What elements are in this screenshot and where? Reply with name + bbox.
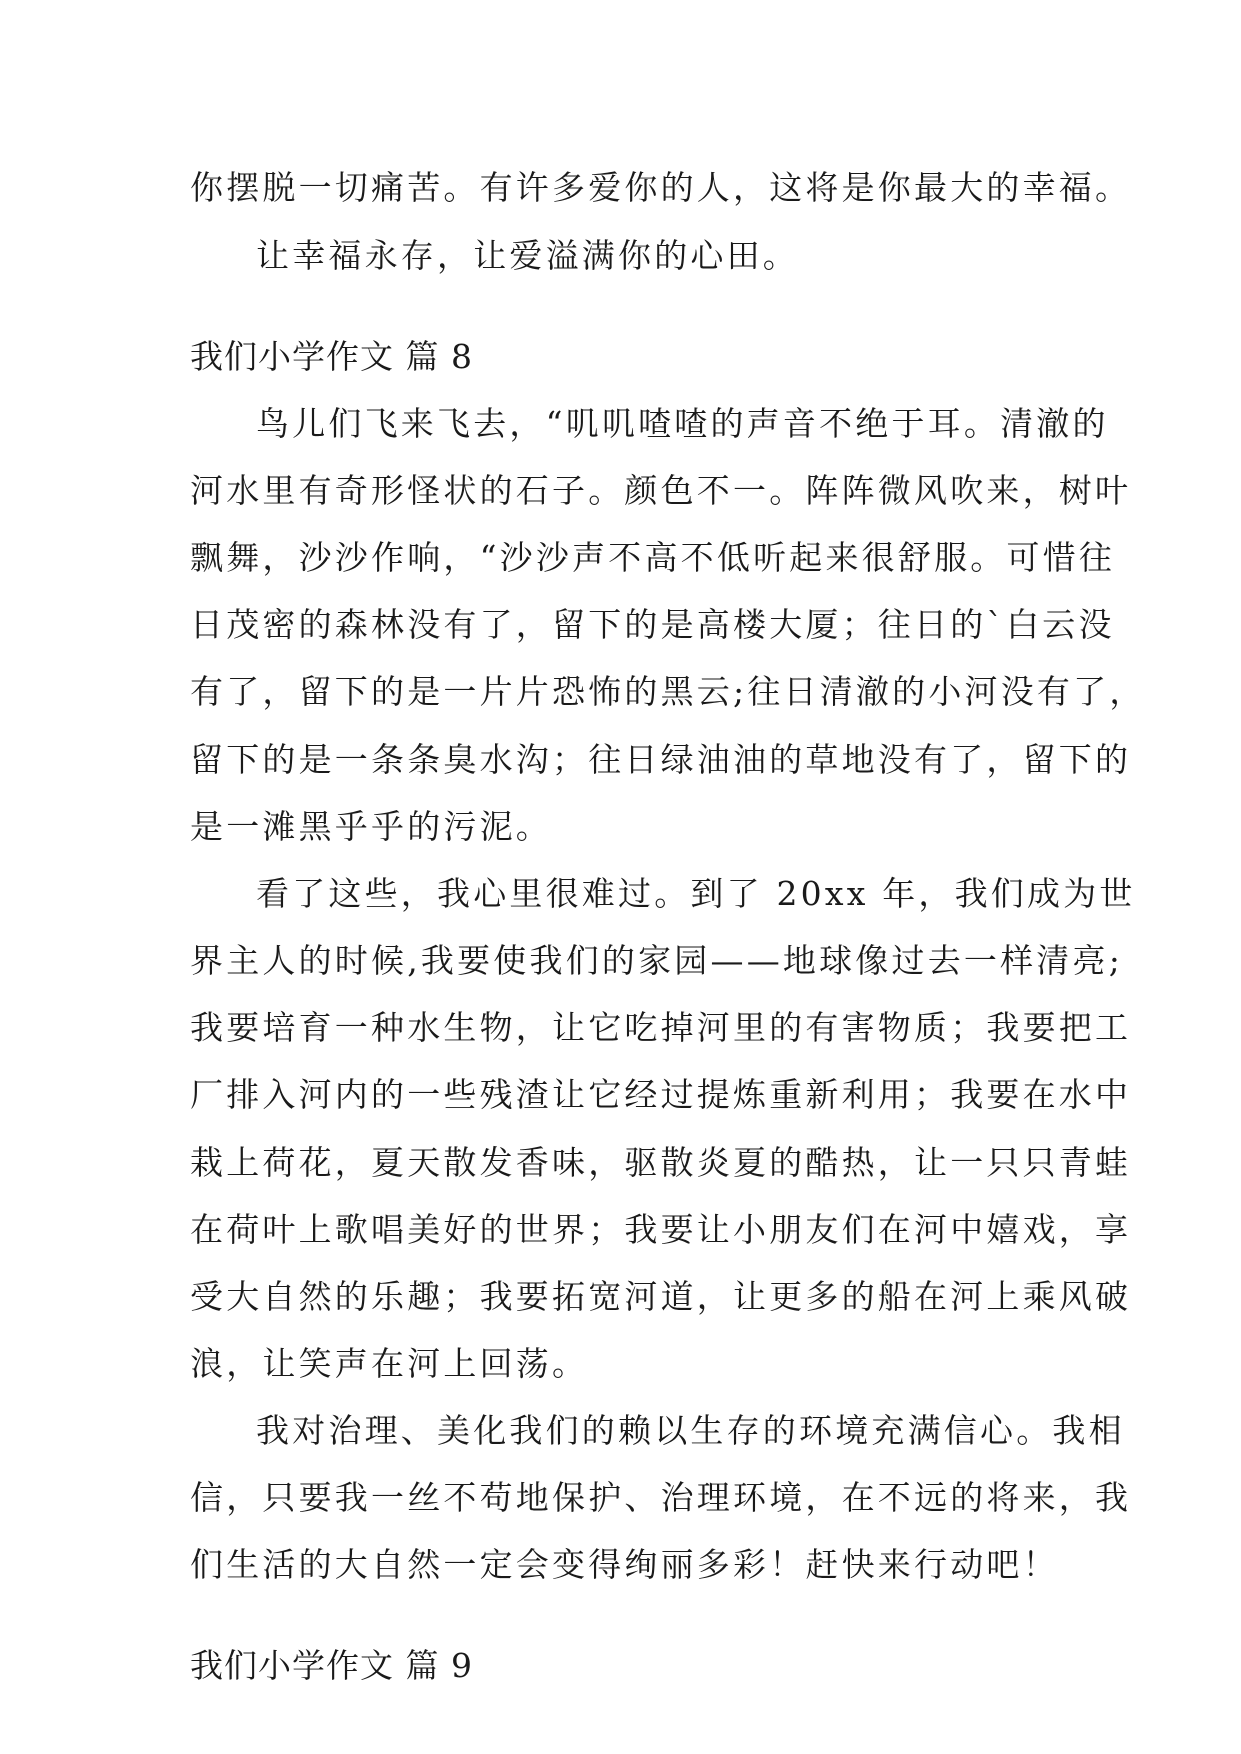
section-heading: 我们小学作文 篇 8 xyxy=(190,337,473,376)
paragraph-line: 信，只要我一丝不苟地保护、治理环境，在不远的将来，我 xyxy=(190,1478,1132,1517)
paragraph-line: 让幸福永存，让爱溢满你的心田。 xyxy=(256,236,799,275)
paragraph-line: 是一滩黑乎乎的污泥。 xyxy=(190,807,552,846)
paragraph-line: 飘舞，沙沙作响，“沙沙声不高不低听起来很舒服。可惜往 xyxy=(190,538,1116,577)
paragraph-line: 栽上荷花，夏天散发香味，驱散炎夏的酷热，让一只只青蛙 xyxy=(190,1143,1132,1182)
paragraph-line: 日茂密的森林没有了，留下的是高楼大厦；往日的`白云没 xyxy=(190,605,1115,644)
paragraph-line: 看了这些，我心里很难过。到了 20xx 年，我们成为世 xyxy=(256,874,1136,913)
paragraph-line: 你摆脱一切痛苦。有许多爱你的人，这将是你最大的幸福。 xyxy=(190,168,1132,207)
paragraph-line: 留下的是一条条臭水沟；往日绿油油的草地没有了，留下的 xyxy=(190,740,1132,779)
paragraph-line: 受大自然的乐趣；我要拓宽河道，让更多的船在河上乘风破 xyxy=(190,1277,1132,1316)
paragraph-line: 我对治理、美化我们的赖以生存的环境充满信心。我相 xyxy=(256,1411,1125,1450)
paragraph-line: 我要培育一种水生物，让它吃掉河里的有害物质；我要把工 xyxy=(190,1008,1132,1047)
paragraph-line: 厂排入河内的一些残渣让它经过提炼重新利用；我要在水中 xyxy=(190,1075,1132,1114)
paragraph-line: 浪，让笑声在河上回荡。 xyxy=(190,1344,589,1383)
paragraph-line: 们生活的大自然一定会变得绚丽多彩！赶快来行动吧！ xyxy=(190,1545,1059,1584)
paragraph-line: 有了，留下的是一片片恐怖的黑云;往日清澈的小河没有了， xyxy=(190,672,1146,711)
section-heading: 我们小学作文 篇 9 xyxy=(190,1646,473,1685)
paragraph-line: 鸟儿们飞来飞去，“叽叽喳喳的声音不绝于耳。清澈的 xyxy=(256,404,1109,443)
paragraph-line: 河水里有奇形怪状的石子。颜色不一。阵阵微风吹来，树叶 xyxy=(190,471,1132,510)
paragraph-line: 在荷叶上歌唱美好的世界；我要让小朋友们在河中嬉戏，享 xyxy=(190,1210,1132,1249)
paragraph-line: 界主人的时候,我要使我们的家园——地球像过去一样清亮; xyxy=(190,941,1124,980)
